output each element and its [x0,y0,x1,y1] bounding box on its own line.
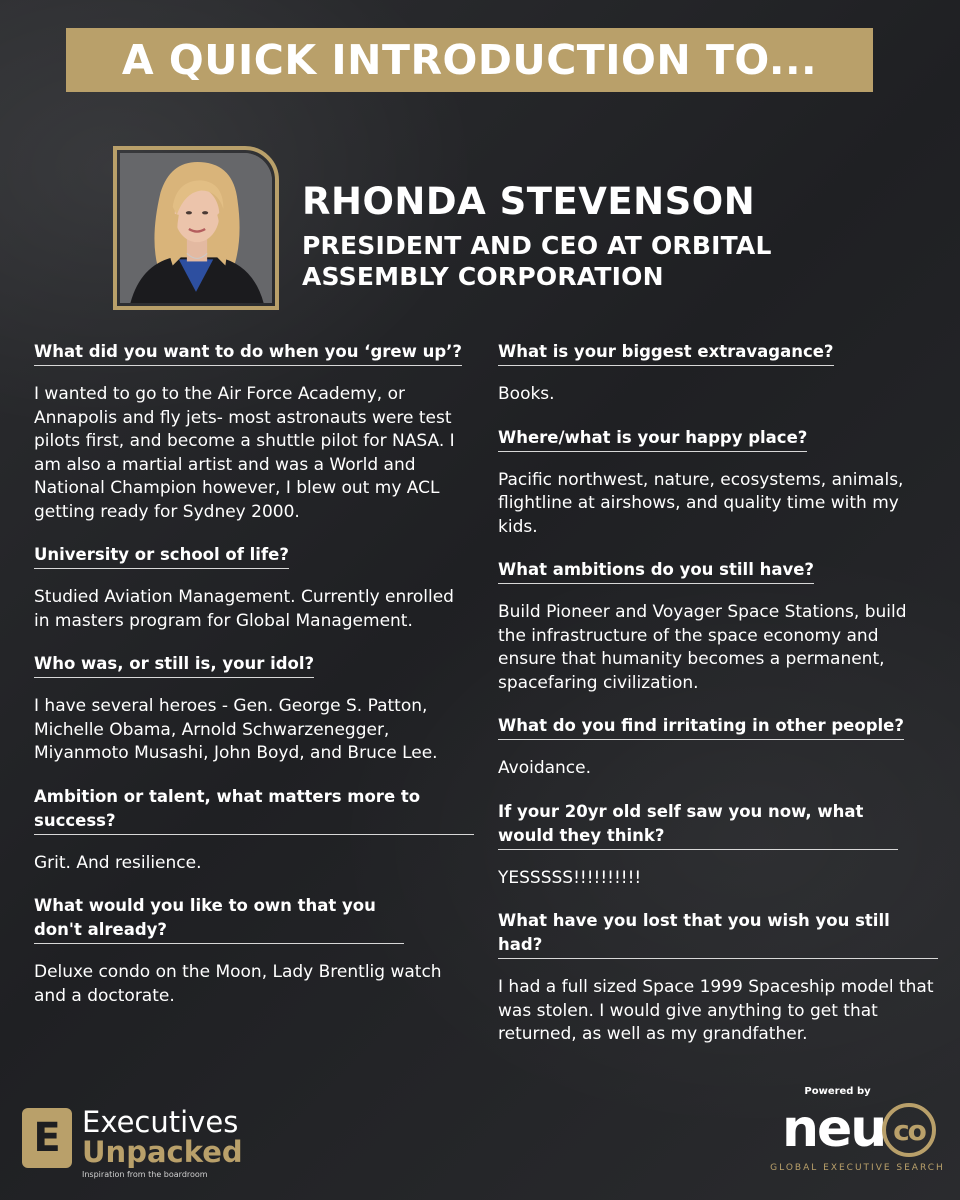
answer-text: YESSSSS!!!!!!!!!! [498,867,642,888]
qa-item [498,558,938,695]
answer-text: Build Pioneer and Voyager Space Stations, build the infrastructure of the space economy and ensure that humanity becomes a permanent, spacefaring civilization. [498,602,907,693]
portrait-image [120,153,272,303]
question-text: Where/what is your happy place? [498,426,807,452]
qa-item [498,714,938,781]
answer-text: I had a full sized Space 1999 Spaceship model that was stolen. I would give anything to get that returned, as well as my grandfather. [498,977,934,1044]
brand-text [82,1105,243,1179]
qa-item [34,543,474,633]
answer-text: Avoidance. [498,758,592,778]
qa-item [498,800,938,891]
profile-photo [120,153,272,303]
question-text: If your 20yr old self saw you now, what would they think? [498,800,898,850]
question-text: Ambition or talent, what matters more to success? [34,785,474,835]
answer-text: Studied Aviation Management. Currently enrolled in masters program for Global Management. [34,587,454,631]
answer-text: I have several heroes - Gen. George S. Patton, Michelle Obama, Arnold Schwarzenegger, Miyanmoto Musashi, John Boyd, and Bruce Lee. [34,696,438,763]
qa-item [34,894,474,1008]
qa-item [34,652,474,766]
question-text: Who was, or still is, your idol? [34,652,314,678]
brand-tagline: Inspiration from the boardroom [82,1170,208,1179]
neuco-wordmark [770,1099,945,1159]
question-text: What ambitions do you still have? [498,558,814,584]
question-text: University or school of life? [34,543,289,569]
answer-text: Grit. And resilience. [34,852,202,873]
qa-item [498,426,938,540]
neuco-co-circle-icon [882,1103,936,1157]
question-text: What have you lost that you wish you still had? [498,909,938,959]
left-qa-column [34,340,474,1027]
answer-text: I wanted to go to the Air Force Academy, or Annapolis and fly jets- most astronauts were test pilots first, and become a shuttle pilot for NASA. I am also a martial artist and was a World and National Champion however, I blew out my ACL getting ready for Sydney 2000. [34,384,455,522]
profile-header [302,180,862,292]
executives-unpacked-logo [22,1105,243,1179]
question-text: What would you like to own that you don't already? [34,894,404,944]
question-text: What do you find irritating in other people? [498,714,904,740]
powered-by-label: Powered by [804,1086,871,1097]
profile-photo-frame [113,146,279,310]
e-logo-icon [22,1108,72,1168]
answer-text: Books. [498,384,555,404]
qa-item [34,340,474,524]
right-qa-column [498,340,938,1066]
profile-role: PRESIDENT AND CEO AT ORBITAL ASSEMBLY CORPORATION [302,231,772,291]
qa-item [498,909,938,1047]
qa-item [34,785,474,876]
brand-line-2: Unpacked [82,1135,243,1169]
brand-line-1: Executives [82,1105,239,1139]
question-text: What did you want to do when you ‘grew up’? [34,340,462,366]
answer-text: Deluxe condo on the Moon, Lady Brentlig watch and a doctorate. [34,962,442,1006]
neuco-tagline: GLOBAL EXECUTIVE SEARCH [770,1163,945,1173]
answer-text: Pacific northwest, nature, ecosystems, animals, flightline at airshows, and quality time with my kids. [498,469,904,537]
qa-item [498,340,938,407]
neuco-neu-text: neu [782,1099,886,1159]
neuco-co-text: co [893,1113,925,1147]
banner-title: A QUICK INTRODUCTION TO... [121,36,818,84]
profile-name: RHONDA STEVENSON [302,180,756,223]
header-banner [66,28,873,92]
logo-letter: E [33,1115,61,1161]
question-text: What is your biggest extravagance? [498,340,834,366]
neuco-logo [770,1086,945,1173]
